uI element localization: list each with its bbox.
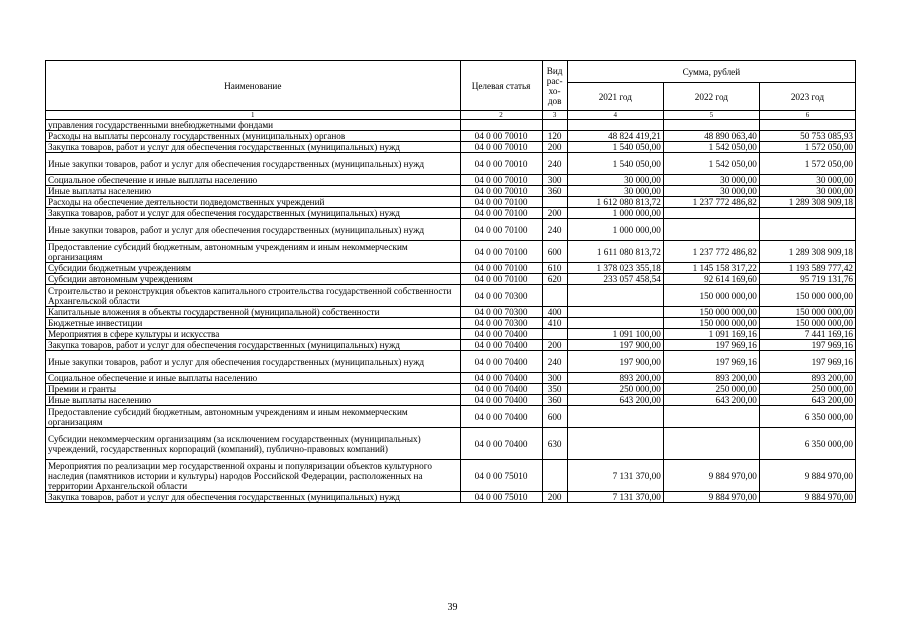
column-index: 5 — [663, 111, 759, 120]
row-name: Социальное обеспечение и иные выплаты населению — [46, 373, 461, 384]
row-name: Капитальные вложения в объекты государственной (муниципальной) собственности — [46, 307, 461, 318]
table-row — [46, 219, 856, 241]
row-sum-2021 — [567, 428, 663, 460]
row-sum-2023: 1 193 589 777,42 — [759, 263, 855, 274]
row-target-article: 04 0 00 70010 — [460, 175, 542, 186]
row-name: Иные закупки товаров, работ и услуг для обеспечения государственных (муниципальных) нужд — [46, 153, 461, 175]
row-sum-2022: 150 000 000,00 — [663, 285, 759, 307]
row-target-article: 04 0 00 70100 — [460, 241, 542, 263]
row-sum-2021 — [567, 285, 663, 307]
table-row — [46, 175, 856, 186]
table-row — [46, 395, 856, 406]
table-row — [46, 329, 856, 340]
row-name: Мероприятия в сфере культуры и искусства — [46, 329, 461, 340]
table-row — [46, 351, 856, 373]
row-sum-2022: 30 000,00 — [663, 186, 759, 197]
row-sum-2022: 150 000 000,00 — [663, 307, 759, 318]
table-row — [46, 406, 856, 428]
row-expense-type: 200 — [542, 142, 567, 153]
table-row — [46, 274, 856, 285]
row-expense-type: 630 — [542, 428, 567, 460]
row-sum-2022 — [663, 219, 759, 241]
row-sum-2022: 9 884 970,00 — [663, 460, 759, 492]
row-sum-2021 — [567, 307, 663, 318]
table-row — [46, 285, 856, 307]
row-name: Строительство и реконструкция объектов капитального строительства государственной собственности Архангельской области — [46, 285, 461, 307]
row-sum-2021 — [567, 318, 663, 329]
row-sum-2023: 150 000 000,00 — [759, 307, 855, 318]
row-target-article: 04 0 00 70010 — [460, 142, 542, 153]
row-target-article: 04 0 00 75010 — [460, 492, 542, 503]
column-index: 4 — [567, 111, 663, 120]
row-expense-type: 200 — [542, 492, 567, 503]
row-target-article: 04 0 00 75010 — [460, 460, 542, 492]
table-row — [46, 307, 856, 318]
row-sum-2023: 893 200,00 — [759, 373, 855, 384]
row-expense-type: 300 — [542, 373, 567, 384]
row-sum-2022: 643 200,00 — [663, 395, 759, 406]
row-sum-2021: 1 540 050,00 — [567, 142, 663, 153]
row-sum-2023: 6 350 000,00 — [759, 406, 855, 428]
column-index: 2 — [460, 111, 542, 120]
row-sum-2021: 197 900,00 — [567, 351, 663, 373]
row-name: Иные закупки товаров, работ и услуг для обеспечения государственных (муниципальных) нужд — [46, 219, 461, 241]
row-sum-2021: 250 000,00 — [567, 384, 663, 395]
row-sum-2023: 6 350 000,00 — [759, 428, 855, 460]
table-row — [46, 373, 856, 384]
column-index: 6 — [759, 111, 855, 120]
row-sum-2023: 250 000,00 — [759, 384, 855, 395]
row-sum-2021 — [567, 406, 663, 428]
row-target-article: 04 0 00 70010 — [460, 153, 542, 175]
row-sum-2022: 92 614 169,60 — [663, 274, 759, 285]
row-sum-2021: 7 131 370,00 — [567, 460, 663, 492]
row-sum-2022: 1 091 169,16 — [663, 329, 759, 340]
row-sum-2021: 1 612 080 813,72 — [567, 197, 663, 208]
row-target-article: 04 0 00 70400 — [460, 351, 542, 373]
row-sum-2022: 9 884 970,00 — [663, 492, 759, 503]
row-target-article: 04 0 00 70400 — [460, 395, 542, 406]
row-expense-type — [542, 197, 567, 208]
column-index: 3 — [542, 111, 567, 120]
row-sum-2023: 197 969,16 — [759, 340, 855, 351]
table-row — [46, 340, 856, 351]
row-sum-2023 — [759, 208, 855, 219]
row-sum-2021 — [567, 120, 663, 131]
row-expense-type: 620 — [542, 274, 567, 285]
row-sum-2021: 30 000,00 — [567, 186, 663, 197]
row-sum-2021: 197 900,00 — [567, 340, 663, 351]
row-sum-2022 — [663, 208, 759, 219]
row-sum-2023: 643 200,00 — [759, 395, 855, 406]
row-target-article: 04 0 00 70400 — [460, 329, 542, 340]
table-row — [46, 142, 856, 153]
row-name: Иные выплаты населению — [46, 186, 461, 197]
row-sum-2023 — [759, 219, 855, 241]
row-name: Расходы на выплаты персоналу государственных (муниципальных) органов — [46, 131, 461, 142]
row-sum-2021: 1 000 000,00 — [567, 219, 663, 241]
budget-table — [45, 60, 856, 503]
row-sum-2023: 1 572 050,00 — [759, 153, 855, 175]
row-sum-2021: 1 378 023 355,18 — [567, 263, 663, 274]
row-sum-2021: 643 200,00 — [567, 395, 663, 406]
row-sum-2023: 1 289 308 909,18 — [759, 241, 855, 263]
row-name: Субсидии некоммерческим организациям (за исключением государственных (муниципальных) учреждений, государственных корпораций (компаний), публично-правовых компаний) — [46, 428, 461, 460]
row-expense-type: 200 — [542, 208, 567, 219]
row-expense-type: 410 — [542, 318, 567, 329]
row-sum-2023: 150 000 000,00 — [759, 318, 855, 329]
column-index: 1 — [46, 111, 461, 120]
table-body — [46, 120, 856, 503]
row-sum-2023: 197 969,16 — [759, 351, 855, 373]
row-name: Предоставление субсидий бюджетным, автономным учреждениям и иным некоммерческим организациям — [46, 406, 461, 428]
row-target-article: 04 0 00 70100 — [460, 208, 542, 219]
row-sum-2023: 30 000,00 — [759, 186, 855, 197]
row-sum-2022: 250 000,00 — [663, 384, 759, 395]
row-name: Субсидии автономным учреждениям — [46, 274, 461, 285]
row-sum-2022: 197 969,16 — [663, 351, 759, 373]
header-name: Наименование — [46, 61, 461, 111]
row-sum-2023: 9 884 970,00 — [759, 492, 855, 503]
row-sum-2021: 48 824 419,21 — [567, 131, 663, 142]
row-sum-2023 — [759, 120, 855, 131]
table-row — [46, 428, 856, 460]
row-expense-type: 360 — [542, 186, 567, 197]
row-sum-2021: 1 091 100,00 — [567, 329, 663, 340]
row-sum-2022: 197 969,16 — [663, 340, 759, 351]
row-sum-2023: 150 000 000,00 — [759, 285, 855, 307]
row-sum-2022: 1 542 050,00 — [663, 153, 759, 175]
row-name: Иные закупки товаров, работ и услуг для обеспечения государственных (муниципальных) нужд — [46, 351, 461, 373]
row-sum-2021: 233 057 458,54 — [567, 274, 663, 285]
row-sum-2021: 30 000,00 — [567, 175, 663, 186]
row-name: Премии и гранты — [46, 384, 461, 395]
row-target-article: 04 0 00 70010 — [460, 131, 542, 142]
table-row — [46, 492, 856, 503]
row-target-article: 04 0 00 70400 — [460, 428, 542, 460]
row-name: Закупка товаров, работ и услуг для обеспечения государственных (муниципальных) нужд — [46, 208, 461, 219]
table-row — [46, 186, 856, 197]
row-sum-2022 — [663, 406, 759, 428]
table-row — [46, 208, 856, 219]
row-sum-2023: 9 884 970,00 — [759, 460, 855, 492]
table-row — [46, 153, 856, 175]
table-row — [46, 460, 856, 492]
row-sum-2023: 7 441 169,16 — [759, 329, 855, 340]
header-target-article: Целевая статья — [460, 61, 542, 111]
row-expense-type: 400 — [542, 307, 567, 318]
row-name: Закупка товаров, работ и услуг для обеспечения государственных (муниципальных) нужд — [46, 142, 461, 153]
row-expense-type: 120 — [542, 131, 567, 142]
row-sum-2023: 1 289 308 909,18 — [759, 197, 855, 208]
row-sum-2022: 1 145 158 317,22 — [663, 263, 759, 274]
row-expense-type: 240 — [542, 219, 567, 241]
row-name: Иные выплаты населению — [46, 395, 461, 406]
header-year-2021: 2021 год — [567, 83, 663, 111]
row-target-article — [460, 120, 542, 131]
budget-table-container — [45, 60, 856, 503]
table-row — [46, 120, 856, 131]
table-row — [46, 263, 856, 274]
row-name: Субсидии бюджетным учреждениям — [46, 263, 461, 274]
table-row — [46, 384, 856, 395]
row-expense-type: 300 — [542, 175, 567, 186]
row-target-article: 04 0 00 70300 — [460, 285, 542, 307]
table-row — [46, 318, 856, 329]
row-sum-2021: 1 540 050,00 — [567, 153, 663, 175]
row-expense-type — [542, 460, 567, 492]
row-target-article: 04 0 00 70100 — [460, 263, 542, 274]
page-number: 39 — [447, 602, 458, 613]
row-sum-2023: 1 572 050,00 — [759, 142, 855, 153]
row-name: Предоставление субсидий бюджетным, автономным учреждениям и иным некоммерческим организациям — [46, 241, 461, 263]
row-name: Бюджетные инвестиции — [46, 318, 461, 329]
row-expense-type: 610 — [542, 263, 567, 274]
row-sum-2022: 1 542 050,00 — [663, 142, 759, 153]
row-expense-type: 350 — [542, 384, 567, 395]
row-target-article: 04 0 00 70400 — [460, 384, 542, 395]
row-expense-type — [542, 329, 567, 340]
row-target-article: 04 0 00 70100 — [460, 274, 542, 285]
row-target-article: 04 0 00 70400 — [460, 406, 542, 428]
row-sum-2021: 7 131 370,00 — [567, 492, 663, 503]
row-target-article: 04 0 00 70100 — [460, 197, 542, 208]
row-target-article: 04 0 00 70300 — [460, 318, 542, 329]
row-target-article: 04 0 00 70400 — [460, 373, 542, 384]
row-target-article: 04 0 00 70100 — [460, 219, 542, 241]
row-sum-2022: 150 000 000,00 — [663, 318, 759, 329]
row-expense-type: 240 — [542, 351, 567, 373]
row-sum-2022: 1 237 772 486,82 — [663, 197, 759, 208]
table-row — [46, 131, 856, 142]
header-year-2023: 2023 год — [759, 83, 855, 111]
row-sum-2021: 1 611 080 813,72 — [567, 241, 663, 263]
row-expense-type — [542, 285, 567, 307]
header-expense-type: Вид рас-хо-дов — [542, 61, 567, 111]
row-sum-2021: 893 200,00 — [567, 373, 663, 384]
row-name: Расходы на обеспечение деятельности подведомственных учреждений — [46, 197, 461, 208]
row-expense-type: 360 — [542, 395, 567, 406]
header-year-2022: 2022 год — [663, 83, 759, 111]
header-sum: Сумма, рублей — [567, 61, 855, 83]
row-expense-type: 600 — [542, 406, 567, 428]
row-name: Закупка товаров, работ и услуг для обеспечения государственных (муниципальных) нужд — [46, 340, 461, 351]
row-expense-type: 240 — [542, 153, 567, 175]
row-sum-2022: 48 890 063,40 — [663, 131, 759, 142]
row-expense-type: 600 — [542, 241, 567, 263]
row-name: Социальное обеспечение и иные выплаты населению — [46, 175, 461, 186]
row-expense-type: 200 — [542, 340, 567, 351]
table-row — [46, 241, 856, 263]
row-target-article: 04 0 00 70400 — [460, 340, 542, 351]
row-sum-2022: 30 000,00 — [663, 175, 759, 186]
row-sum-2023: 95 719 131,76 — [759, 274, 855, 285]
row-sum-2021: 1 000 000,00 — [567, 208, 663, 219]
row-sum-2022: 1 237 772 486,82 — [663, 241, 759, 263]
row-expense-type — [542, 120, 567, 131]
row-sum-2023: 50 753 085,93 — [759, 131, 855, 142]
row-sum-2022 — [663, 120, 759, 131]
row-sum-2022: 893 200,00 — [663, 373, 759, 384]
row-name: Мероприятия по реализации мер государственной охраны и популяризации объектов культурного наследия (памятников истории и культуры) народов Российской Федерации, расположенных на территории Архангельской области — [46, 460, 461, 492]
row-sum-2023: 30 000,00 — [759, 175, 855, 186]
row-name: Закупка товаров, работ и услуг для обеспечения государственных (муниципальных) нужд — [46, 492, 461, 503]
row-target-article: 04 0 00 70010 — [460, 186, 542, 197]
row-target-article: 04 0 00 70300 — [460, 307, 542, 318]
table-row — [46, 197, 856, 208]
row-name: управления государственными внебюджетными фондами — [46, 120, 461, 131]
row-sum-2022 — [663, 428, 759, 460]
